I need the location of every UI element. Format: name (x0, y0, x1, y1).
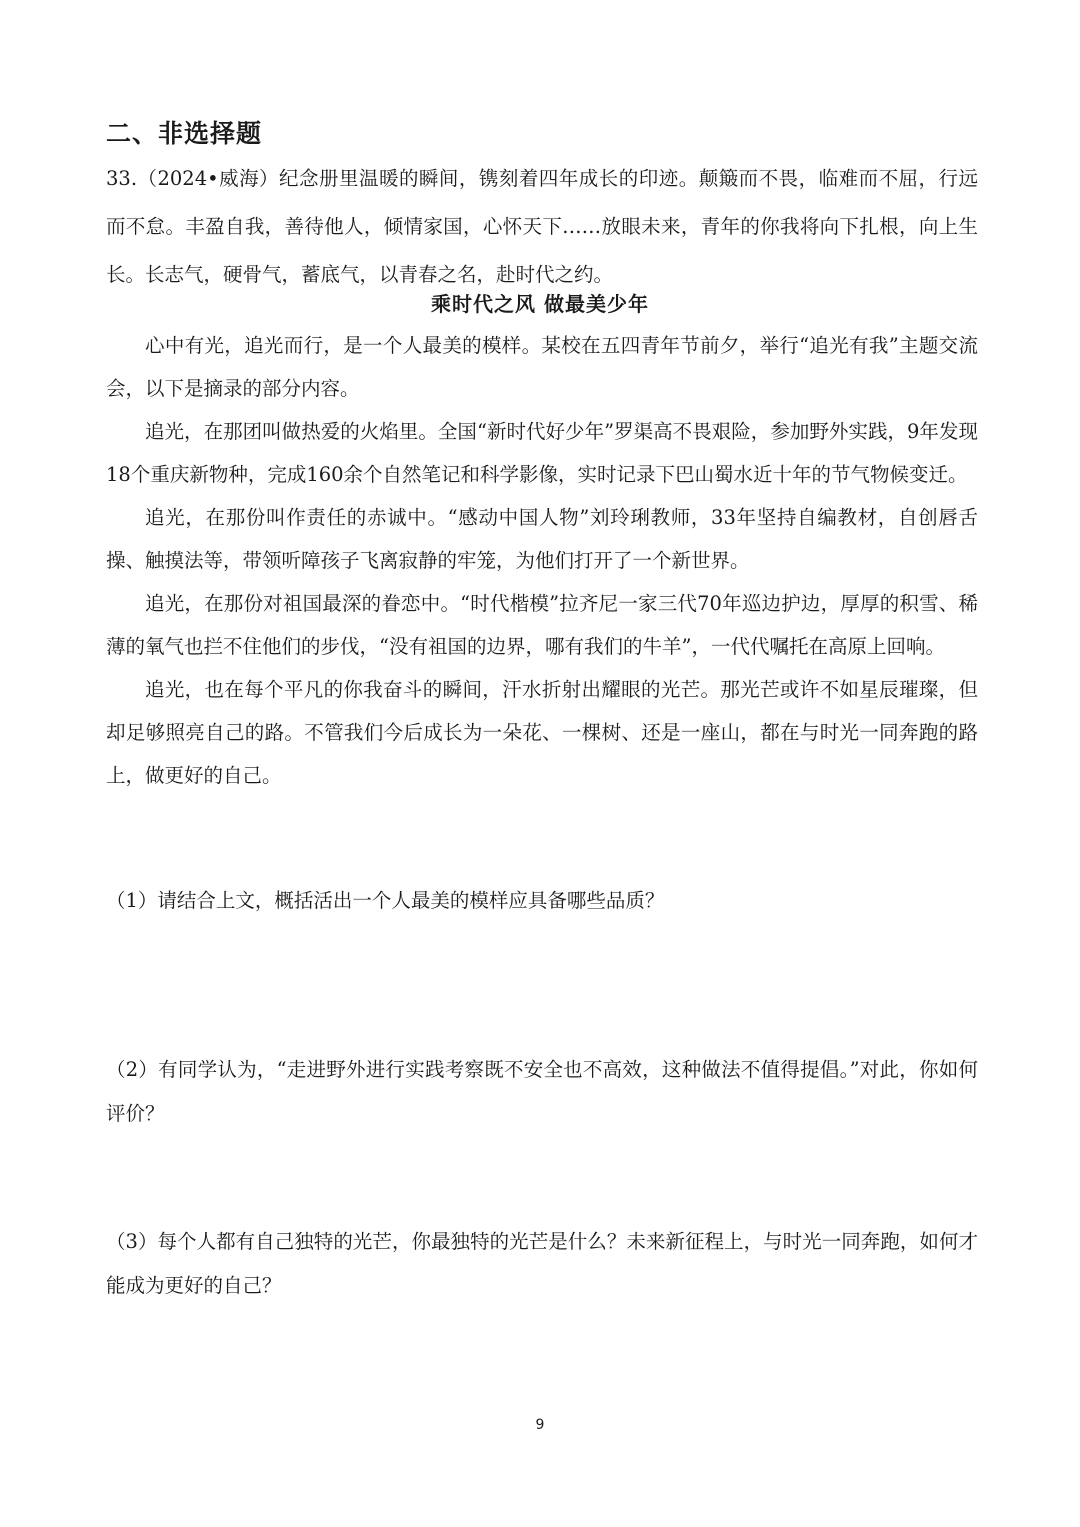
page-number: 9 (535, 1417, 545, 1433)
passage-paragraph: 追光，在那团叫做热爱的火焰里。全国“新时代好少年”罗渠高不畏艰险，参加野外实践，9年发现18个重庆新物种，完成160余个自然笔记和科学影像，实时记录下巴山蜀水近十年的节气物候变迁。 (106, 420, 978, 486)
sub-question-2: （2）有同学认为，“走进野外进行实践考察既不安全也不高效，这种做法不值得提倡。”对此，你如何评价？ (106, 1058, 978, 1125)
passage-paragraph: 追光，在那份叫作责任的赤诚中。“感动中国人物”刘玲琍教师，33年坚持自编教材，自创唇舌操、触摸法等，带领听障孩子飞离寂静的牢笼，为他们打开了一个新世界。 (106, 506, 978, 572)
question-intro: 33.（2024•威海）纪念册里温暖的瞬间，镌刻着四年成长的印迹。颠簸而不畏，临难而不屈，行远而不怠。丰盈自我，善待他人，倾情家国，心怀天下……放眼未来，青年的你我将向下扎根，向上生长。长志气，硬骨气，蓄底气，以青春之名，赴时代之约。 (106, 167, 978, 286)
section-heading: 二、非选择题 (106, 119, 263, 148)
sub-question-3: （3）每个人都有自己独特的光芒，你最独特的光芒是什么？未来新征程上，与时光一同奔跑，如何才能成为更好的自己？ (106, 1230, 978, 1297)
passage-paragraph: 心中有光，追光而行，是一个人最美的模样。某校在五四青年节前夕，举行“追光有我”主题交流会，以下是摘录的部分内容。 (106, 334, 978, 400)
passage-body (106, 324, 978, 797)
passage-paragraph: 追光，也在每个平凡的你我奋斗的瞬间，汗水折射出耀眼的光芒。那光芒或许不如星辰璀璨，但却足够照亮自己的路。不管我们今后成长为一朵花、一棵树、还是一座山，都在与时光一同奔跑的路上，做更好的自己。 (106, 678, 978, 787)
passage-paragraph: 追光，在那份对祖国最深的眷恋中。“时代楷模”拉齐尼一家三代70年巡边护边，厚厚的积雪、稀薄的氧气也拦不住他们的步伐，“没有祖国的边界，哪有我们的牛羊”，一代代嘱托在高原上回响。 (106, 592, 978, 658)
sub-question-1: （1）请结合上文，概括活出一个人最美的模样应具备哪些品质？ (106, 889, 665, 912)
passage-title: 乘时代之风 做最美少年 (431, 292, 649, 316)
